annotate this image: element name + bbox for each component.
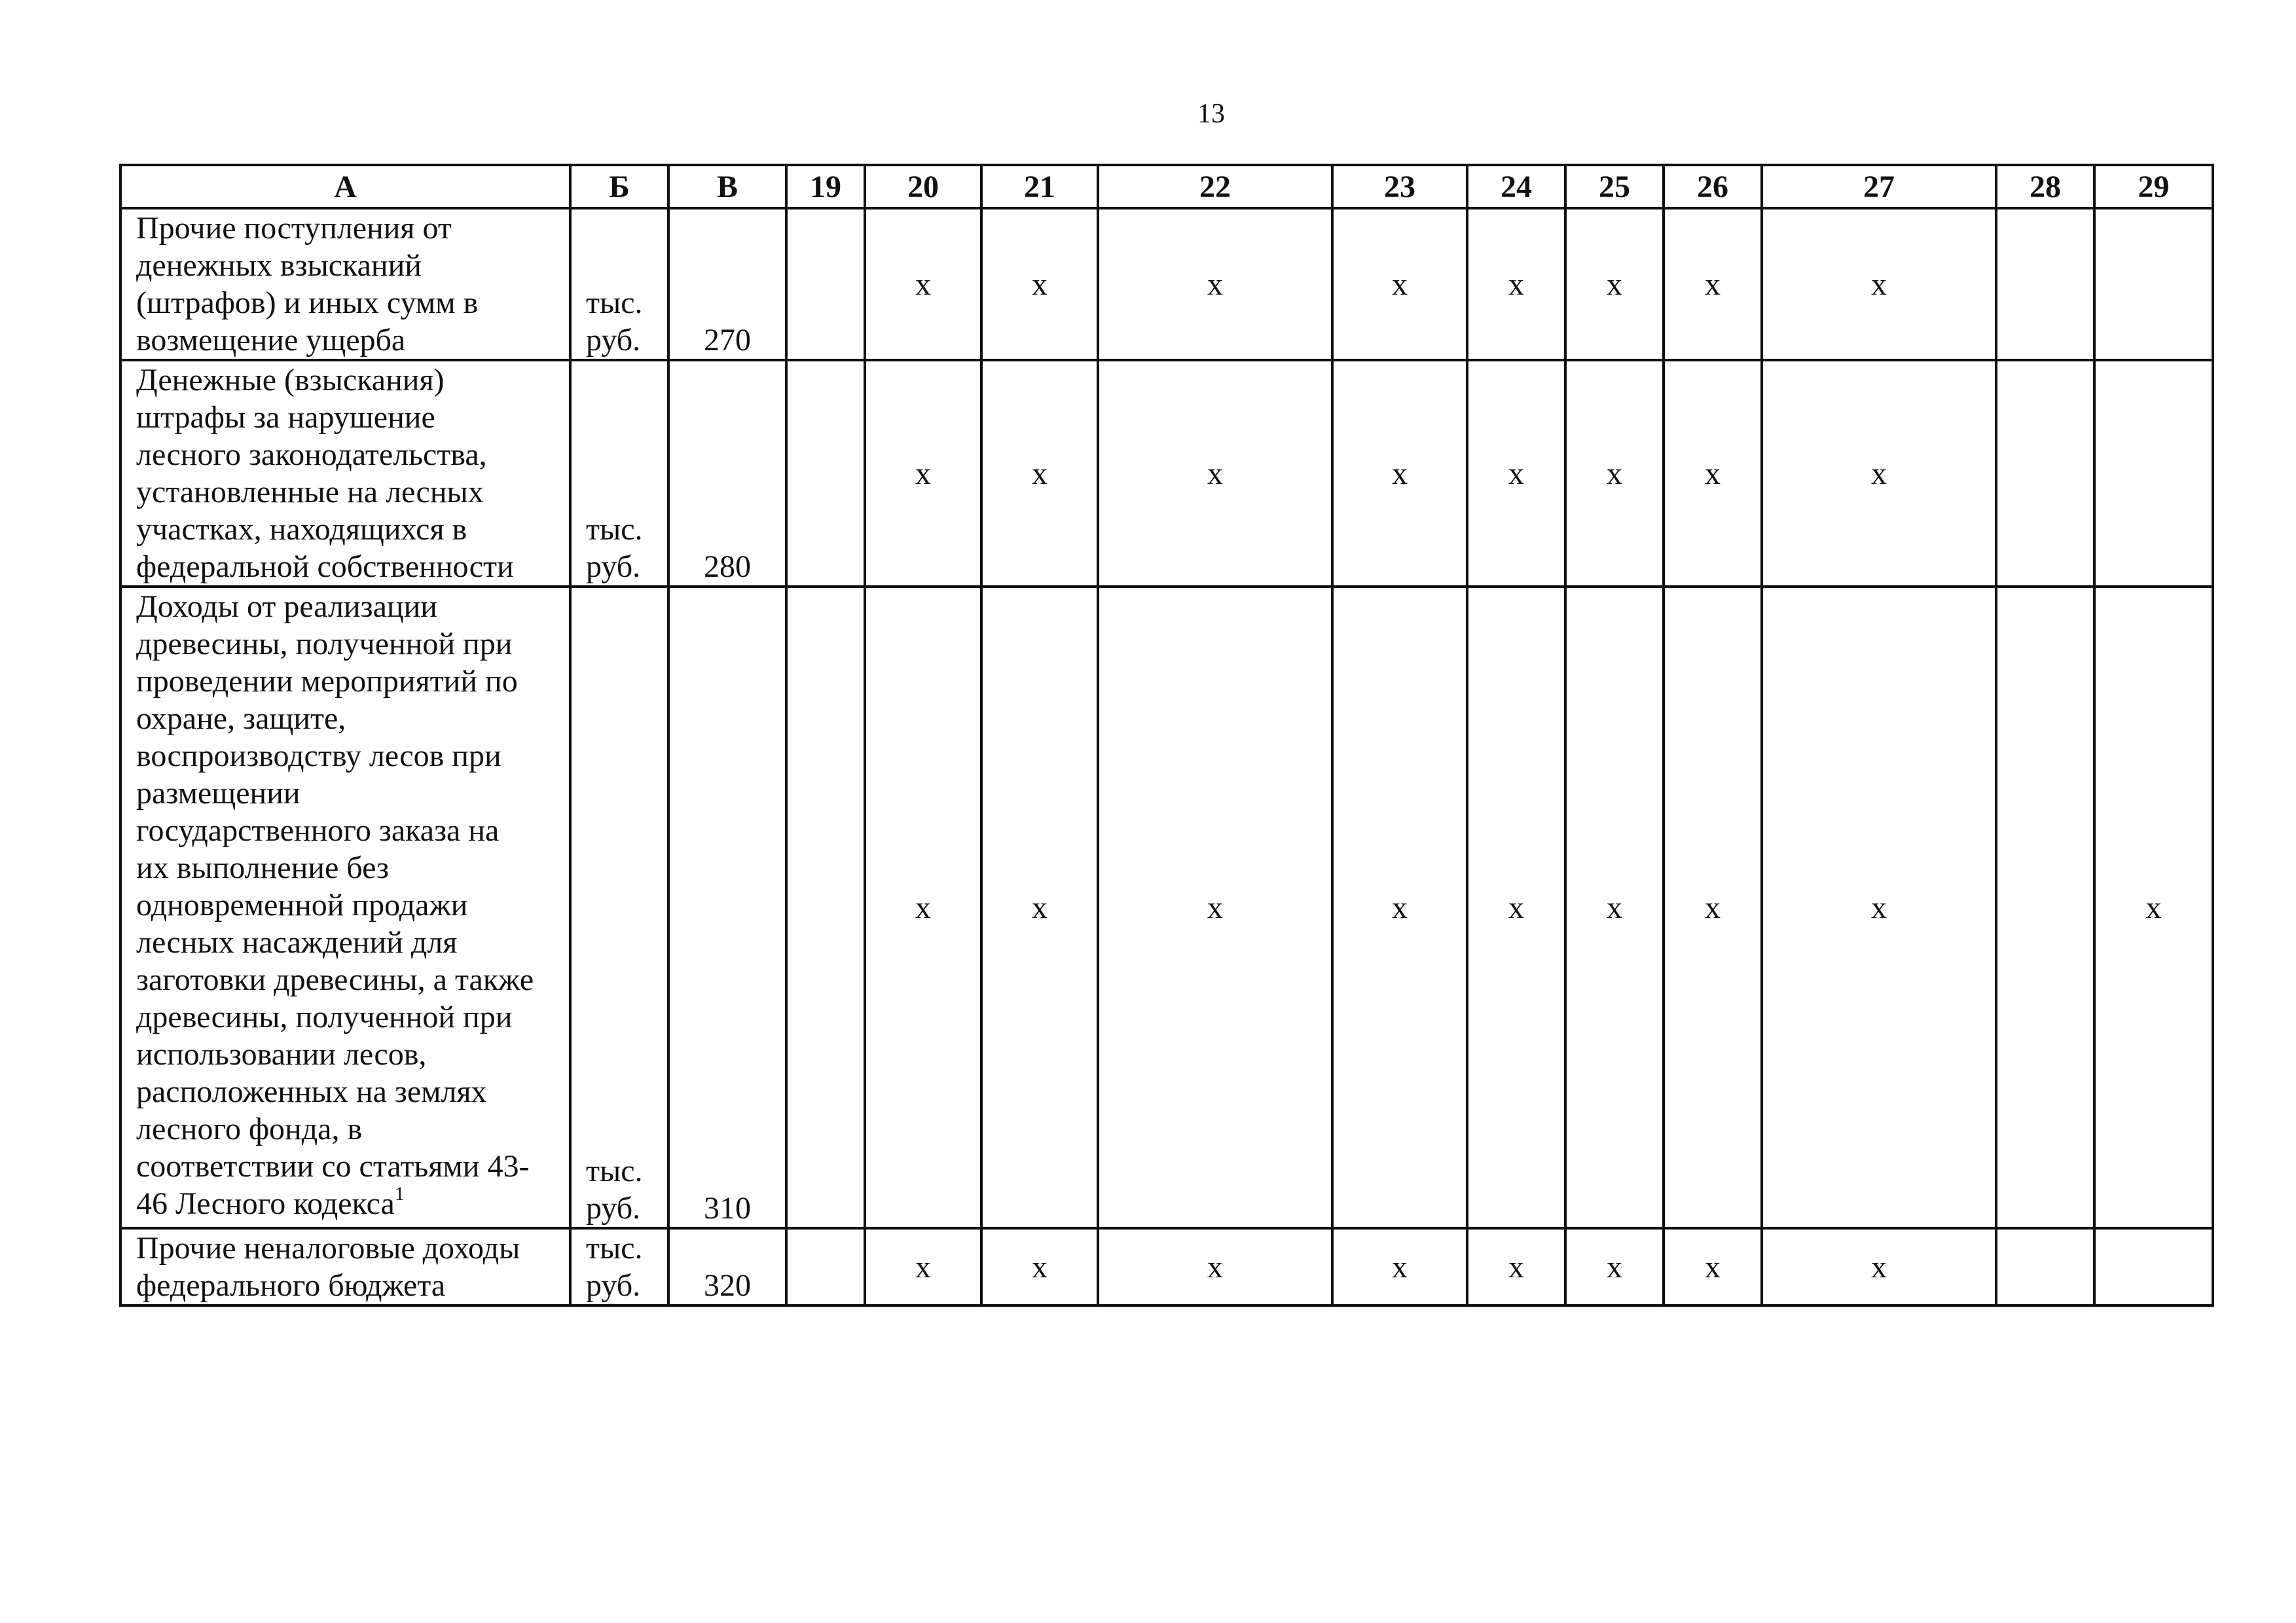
not-applicable-mark-cell: х: [1664, 1228, 1762, 1305]
column-header: 23: [1332, 165, 1467, 208]
not-applicable-mark-cell: х: [1664, 360, 1762, 587]
not-applicable-mark-cell: х: [1565, 360, 1664, 587]
indicator-name-line: охране, защите,: [136, 701, 346, 736]
indicator-name-line: древесины, полученной при: [136, 1000, 513, 1034]
page-number: 13: [1197, 99, 1225, 129]
indicator-name-line: одновременной продажи: [136, 888, 468, 922]
not-applicable-mark-cell: х: [981, 587, 1098, 1228]
column-header: 21: [981, 165, 1098, 208]
indicator-name-line: соответствии со статьями 43-: [136, 1149, 530, 1184]
not-applicable-mark-cell: х: [1467, 208, 1565, 360]
indicator-name-cell: [120, 1228, 570, 1305]
empty-cell: [786, 360, 865, 587]
unit-cell: [570, 1228, 668, 1305]
not-applicable-mark-cell: х: [981, 360, 1098, 587]
indicator-name-line: Прочие неналоговые доходы: [136, 1231, 520, 1266]
unit-cell: [570, 587, 668, 1228]
unit-line: руб.: [586, 1268, 641, 1303]
column-header: 20: [865, 165, 981, 208]
empty-cell: [1996, 1228, 2094, 1305]
indicator-name-line: федерального бюджета: [136, 1268, 446, 1303]
empty-cell: [786, 208, 865, 360]
indicator-name-line: размещении: [136, 776, 301, 811]
indicator-name-line: государственного заказа на: [136, 813, 500, 848]
footnote-marker: 1: [394, 1183, 405, 1205]
column-header: 22: [1098, 165, 1332, 208]
column-header: Б: [570, 165, 668, 208]
column-header: 27: [1762, 165, 1996, 208]
indicator-name-line: Денежные (взыскания): [136, 363, 445, 397]
not-applicable-mark-cell: х: [981, 208, 1098, 360]
indicator-name-line: федеральной собственности: [136, 549, 514, 584]
table-row: [120, 360, 2213, 587]
unit-line: тыс.: [586, 1231, 643, 1266]
column-header: 24: [1467, 165, 1565, 208]
table-row: [120, 208, 2213, 360]
indicator-name-line: заготовки древесины, а также: [136, 962, 534, 997]
not-applicable-mark-cell: х: [1762, 360, 1996, 587]
empty-cell: [786, 1228, 865, 1305]
indicator-name-line: денежных взысканий: [136, 248, 422, 283]
empty-cell: [1996, 360, 2094, 587]
not-applicable-mark-cell: х: [865, 360, 981, 587]
table-header-row: [120, 165, 2213, 208]
column-header: 28: [1996, 165, 2094, 208]
empty-cell: [2094, 1228, 2213, 1305]
indicator-name-line: (штрафов) и иных сумм в: [136, 285, 479, 320]
not-applicable-mark-cell: х: [2094, 587, 2213, 1228]
not-applicable-mark-cell: х: [865, 208, 981, 360]
not-applicable-mark-cell: х: [1332, 1228, 1467, 1305]
not-applicable-mark-cell: х: [1565, 208, 1664, 360]
not-applicable-mark-cell: х: [865, 1228, 981, 1305]
indicator-name-line: возмещение ущерба: [136, 323, 406, 357]
empty-cell: [2094, 360, 2213, 587]
table-body: [120, 208, 2213, 1305]
not-applicable-mark-cell: х: [1664, 208, 1762, 360]
indicator-name-line: 46 Лесного кодекса$^1$: [136, 1183, 405, 1221]
not-applicable-mark-cell: х: [1467, 587, 1565, 1228]
column-header: 19: [786, 165, 865, 208]
indicator-name-line: древесины, полученной при: [136, 627, 513, 661]
indicator-name-line: расположенных на землях: [136, 1074, 487, 1109]
unit-cell: [570, 360, 668, 587]
indicator-name-line: лесного фонда, в: [136, 1112, 363, 1146]
indicator-name-line: штрафы за нарушение: [136, 400, 435, 435]
indicator-name-line: их выполнение без: [136, 850, 389, 885]
column-header: В: [668, 165, 786, 208]
not-applicable-mark-cell: х: [1098, 360, 1332, 587]
not-applicable-mark-cell: х: [1565, 1228, 1664, 1305]
not-applicable-mark-cell: х: [981, 1228, 1098, 1305]
indicator-name-line: лесного законодательства,: [136, 437, 487, 472]
table-row: [120, 587, 2213, 1228]
unit-line: тыс.: [586, 512, 643, 547]
row-code-cell: 310: [668, 587, 786, 1228]
not-applicable-mark-cell: х: [1762, 1228, 1996, 1305]
empty-cell: [1996, 208, 2094, 360]
row-code-cell: 280: [668, 360, 786, 587]
unit-line: тыс.: [586, 1154, 643, 1188]
empty-cell: [2094, 208, 2213, 360]
not-applicable-mark-cell: х: [1664, 587, 1762, 1228]
column-header: А: [120, 165, 570, 208]
unit-line: руб.: [586, 1191, 641, 1226]
not-applicable-mark-cell: х: [1098, 208, 1332, 360]
indicator-name-cell: [120, 587, 570, 1228]
indicator-name-line: Прочие поступления от: [136, 211, 452, 246]
indicator-name-line: установленные на лесных: [136, 475, 484, 509]
unit-line: руб.: [586, 323, 641, 357]
indicator-name-line: Доходы от реализации: [136, 589, 437, 624]
not-applicable-mark-cell: х: [1762, 208, 1996, 360]
not-applicable-mark-cell: х: [1332, 360, 1467, 587]
indicator-name-line: воспроизводству лесов при: [136, 739, 501, 773]
not-applicable-mark-cell: х: [1332, 587, 1467, 1228]
unit-line: руб.: [586, 549, 641, 584]
revenue-table: [119, 164, 2214, 1307]
not-applicable-mark-cell: х: [1098, 1228, 1332, 1305]
row-code-cell: 270: [668, 208, 786, 360]
not-applicable-mark-cell: х: [1762, 587, 1996, 1228]
not-applicable-mark-cell: х: [1467, 1228, 1565, 1305]
empty-cell: [1996, 587, 2094, 1228]
indicator-name-line: использовании лесов,: [136, 1037, 427, 1072]
not-applicable-mark-cell: х: [1565, 587, 1664, 1228]
indicator-name-line: проведении мероприятий по: [136, 664, 518, 699]
indicator-name-line: участках, находящихся в: [136, 512, 467, 547]
table-row: [120, 1228, 2213, 1305]
column-header: 25: [1565, 165, 1664, 208]
not-applicable-mark-cell: х: [1098, 587, 1332, 1228]
empty-cell: [786, 587, 865, 1228]
not-applicable-mark-cell: х: [865, 587, 981, 1228]
indicator-name-cell: [120, 360, 570, 587]
indicator-name-cell: [120, 208, 570, 360]
unit-line: тыс.: [586, 285, 643, 320]
unit-cell: [570, 208, 668, 360]
column-header: 29: [2094, 165, 2213, 208]
indicator-name-line: лесных насаждений для: [136, 925, 458, 960]
not-applicable-mark-cell: х: [1332, 208, 1467, 360]
column-header: 26: [1664, 165, 1762, 208]
row-code-cell: 320: [668, 1228, 786, 1305]
not-applicable-mark-cell: х: [1467, 360, 1565, 587]
